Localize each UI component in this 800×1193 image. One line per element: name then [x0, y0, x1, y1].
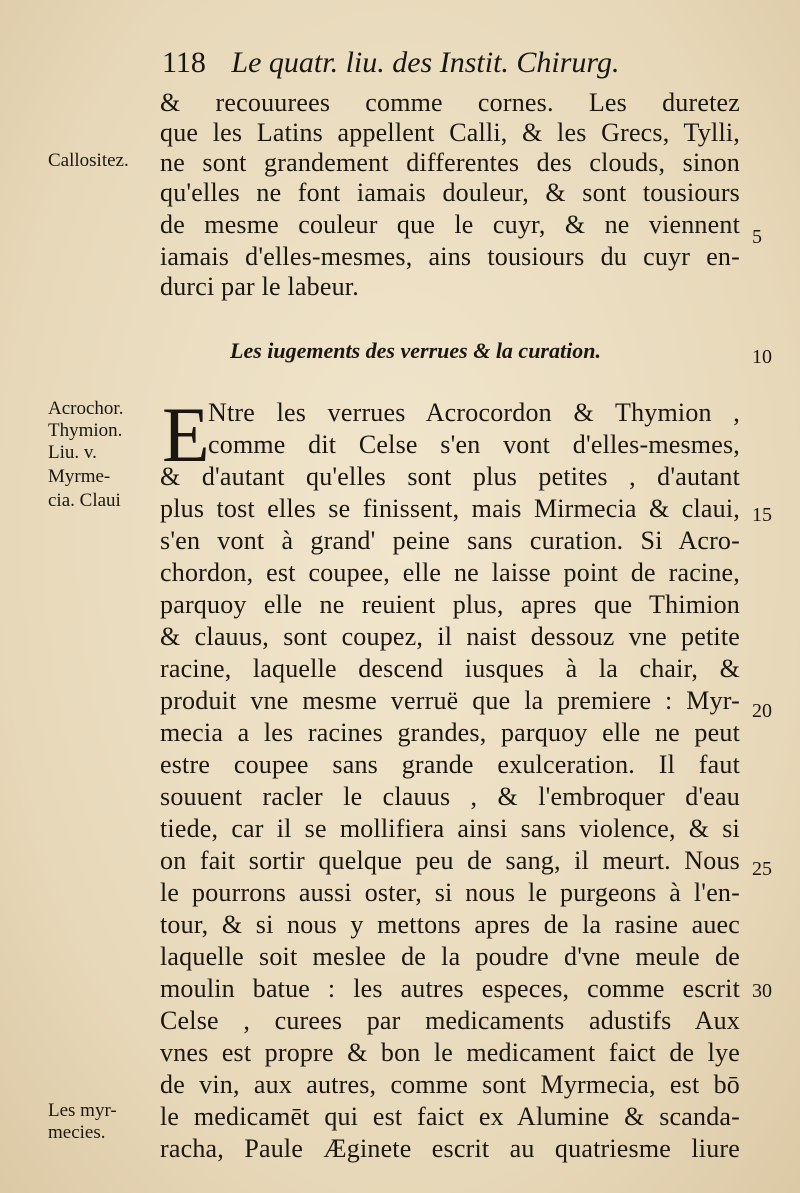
text-line: on fait sortir quelque peu de sang, il meurt. Nous	[160, 846, 740, 875]
margin-note-liu: Liu. v.	[48, 442, 97, 463]
margin-note-acrochor: Acrochor.	[48, 398, 124, 419]
page-number: 118	[162, 46, 206, 79]
margin-note-callositez: Callositez.	[48, 150, 129, 171]
margin-note-thymion: Thymion.	[48, 420, 123, 441]
text-line: que les Latins appellent Calli, & les Grecs, Tylli,	[160, 118, 740, 147]
line-number: 30	[752, 980, 772, 1002]
text-line: chordon, est coupee, elle ne laisse point de racine,	[160, 558, 740, 587]
text-line: & recouurees comme cornes. Les duretez	[160, 88, 740, 117]
text-line: le medicamēt qui est faict ex Alumine & scanda-	[160, 1102, 740, 1131]
text-line: mecia a les racines grandes, parquoy elle ne peut	[160, 718, 740, 747]
text-line: ne sont grandement differentes des clouds, sinon	[160, 148, 740, 177]
text-line: plus tost elles se finissent, mais Mirmecia & claui,	[160, 494, 740, 523]
text-line: tour, & si nous y mettons apres de la rasine auec	[160, 910, 740, 939]
line-number: 10	[752, 346, 772, 368]
line-number: 15	[752, 504, 772, 526]
text-line: Ntre les verrues Acrocordon & Thymion ,	[208, 398, 740, 427]
text-line: durci par le labeur.	[160, 272, 359, 301]
text-line: parquoy elle ne reuient plus, apres que Thimion	[160, 590, 740, 619]
text-line: le pourrons aussi oster, si nous le purgeons à l'en-	[160, 878, 740, 907]
margin-note-cia-claui: cia. Claui	[48, 490, 121, 511]
text-line: & d'autant qu'elles sont plus petites , d'autant	[160, 462, 740, 491]
text-line: racine, laquelle descend iusques à la chair, &	[160, 654, 740, 683]
text-line: laquelle soit meslee de la poudre d'vne meule de	[160, 942, 740, 971]
margin-note-les-myr: Les myr-	[48, 1100, 117, 1121]
text-line: Celse , curees par medicaments adustifs Aux	[160, 1006, 740, 1035]
text-line: de vin, aux autres, comme sont Myrmecia, est bō	[160, 1070, 740, 1099]
text-line: comme dit Celse s'en vont d'elles-mesmes,	[208, 430, 740, 459]
text-line: qu'elles ne font iamais douleur, & sont tousiours	[160, 178, 740, 207]
text-line: moulin batue : les autres especes, comme escrit	[160, 974, 740, 1003]
text-line: racha, Paule Æginete escrit au quatriesme liure	[160, 1134, 740, 1163]
margin-note-mecies: mecies.	[48, 1122, 106, 1143]
text-line: & clauus, sont coupez, il naist dessouz vne petite	[160, 622, 740, 651]
drop-cap: E	[162, 391, 210, 478]
text-line: iamais d'elles-mesmes, ains tousiours du cuyr en-	[160, 242, 740, 271]
text-line: souuent racler le clauus , & l'embroquer d'eau	[160, 782, 740, 811]
line-number: 20	[752, 700, 772, 722]
text-line: estre coupee sans grande exulceration. Il faut	[160, 750, 740, 779]
line-number: 5	[752, 226, 762, 248]
margin-note-myrme: Myrme-	[48, 466, 111, 487]
running-title: Le quatr. liu. des Instit. Chirurg.	[231, 46, 620, 79]
line-number: 25	[752, 858, 772, 880]
text-line: s'en vont à grand' peine sans curation. Si Acro-	[160, 526, 740, 555]
text-line: vnes est propre & bon le medicament faict de lye	[160, 1038, 740, 1067]
text-line: de mesme couleur que le cuyr, & ne viennent	[160, 210, 740, 239]
text-line: tiede, car il se mollifiera ainsi sans violence, & si	[160, 814, 740, 843]
section-heading: Les iugements des verrues & la curation.	[230, 338, 601, 363]
running-header	[162, 46, 722, 80]
text-line: produit vne mesme verruë que la premiere : Myr-	[160, 686, 740, 715]
